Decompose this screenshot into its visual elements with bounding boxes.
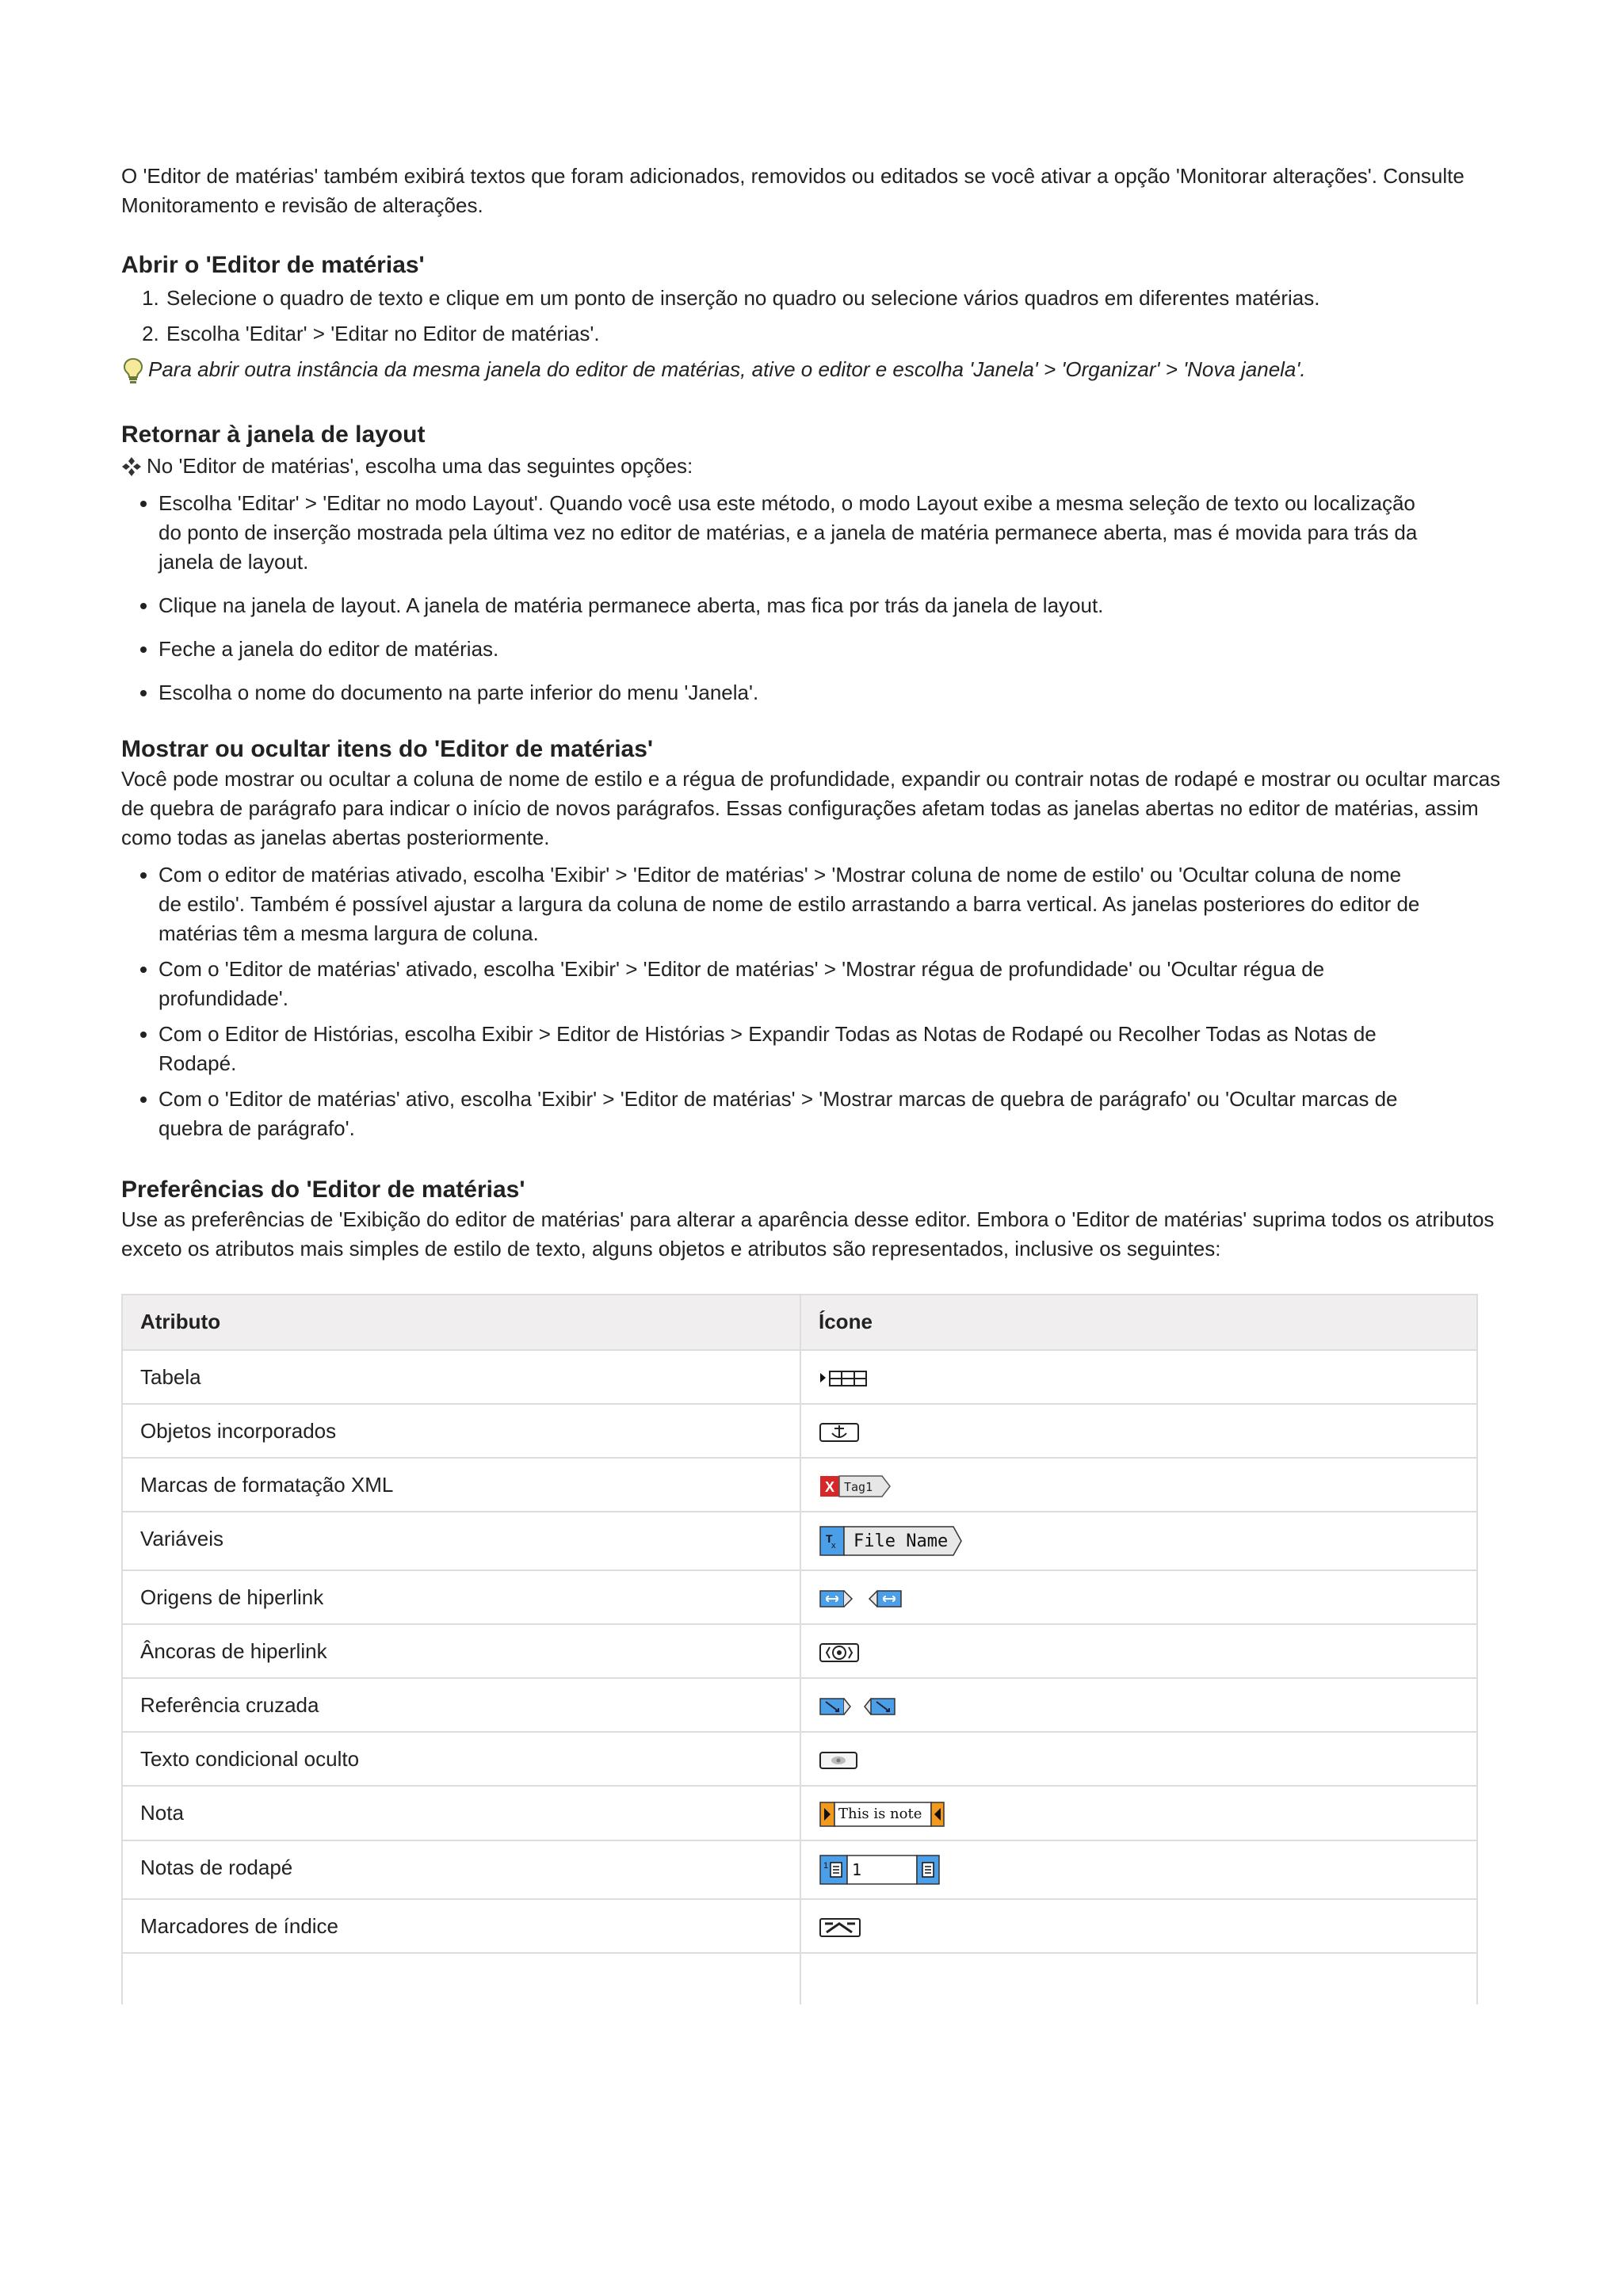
section-title: Retornar à janela de layout <box>121 421 426 448</box>
table-header-row <box>122 1295 1477 1350</box>
list-item: • Com o Editor de Histórias, escolha Exibir > Editor de Histórias > Expandir Todas as Notas de Rodapé ou Recolher Todas as Notas de Rodapé. <box>158 1020 1426 1078</box>
xml-tag-icon <box>819 1474 893 1499</box>
attributes-table <box>121 1294 1478 2004</box>
svg-text:X: X <box>824 1479 835 1496</box>
section-preferences <box>121 1175 1524 2004</box>
attribute-cell: Marcadores de índice <box>122 1899 800 1953</box>
step-lead-text: No 'Editor de matérias', escolha uma das seguintes opções: <box>147 454 693 478</box>
svg-text:T: T <box>826 1532 833 1545</box>
steps-list <box>121 284 1524 349</box>
table-row <box>122 1678 1477 1732</box>
icon-cell <box>800 1512 1477 1570</box>
step-item: 1. Selecione o quadro de texto e clique em um ponto de inserção no quadro ou selecione vários quadros em diferentes matérias. <box>165 284 1426 313</box>
section-title: Preferências do 'Editor de matérias' <box>121 1177 525 1203</box>
attribute-cell <box>122 1953 800 2004</box>
attribute-cell: Tabela <box>122 1350 800 1404</box>
list-item: • Com o 'Editor de matérias' ativo, escolha 'Exibir' > 'Editor de matérias' > 'Mostrar marcas de quebra de parágrafo' ou 'Ocultar marcas de quebra de parágrafo'. <box>158 1085 1426 1143</box>
step-lead <box>121 452 1524 481</box>
table-row <box>122 1350 1477 1404</box>
attribute-cell: Âncoras de hiperlink <box>122 1624 800 1678</box>
table-row <box>122 1404 1477 1458</box>
list-item: • Escolha o nome do documento na parte inferior do menu 'Janela'. <box>158 678 1426 707</box>
list-item: • Feche a janela do editor de matérias. <box>158 635 1426 664</box>
table-row <box>122 1732 1477 1786</box>
note-icon <box>819 1800 945 1829</box>
svg-text:This is note: This is note <box>838 1806 922 1823</box>
attribute-cell: Origens de hiperlink <box>122 1570 800 1624</box>
attribute-cell: Notas de rodapé <box>122 1840 800 1899</box>
table-row-empty <box>122 1953 1477 2004</box>
icon-cell <box>800 1953 1477 2004</box>
tip-note <box>121 355 1524 385</box>
options-list <box>121 489 1524 707</box>
icon-cell <box>800 1899 1477 1953</box>
section-show-hide <box>121 734 1524 1143</box>
section-body: Use as preferências de 'Exibição do editor de matérias' para alterar a aparência desse editor. Embora o 'Editor de matérias' suprima todos os atributos exceto os atributos mais simples de estilo de texto, alguns objetos e atributos são representados, inclusive os seguintes: <box>121 1207 1495 1261</box>
variable-icon <box>819 1524 964 1558</box>
table-row <box>122 1624 1477 1678</box>
svg-text:Tag1: Tag1 <box>844 1480 873 1495</box>
icon-cell <box>800 1678 1477 1732</box>
icon-cell <box>800 1458 1477 1512</box>
list-item: • Clique na janela de layout. A janela de matéria permanece aberta, mas fica por trás da janela de layout. <box>158 591 1426 620</box>
attribute-cell: Nota <box>122 1786 800 1840</box>
column-header: Atributo <box>122 1295 800 1350</box>
list-item: • Com o editor de matérias ativado, escolha 'Exibir' > 'Editor de matérias' > 'Mostrar coluna de nome de estilo' ou 'Ocultar coluna de nome de estilo'. Também é possível ajustar a largura da coluna de nome de estilo arrastando a barra vertical. As janelas posteriores do editor de matérias têm a mesma largura de coluna. <box>158 860 1426 948</box>
table-row <box>122 1458 1477 1512</box>
tip-text: Para abrir outra instância da mesma janela do editor de matérias, ative o editor e escolha 'Janela' > 'Organizar' > 'Nova janela'. <box>148 357 1306 381</box>
hyperlink-source-icon <box>819 1587 904 1611</box>
icon-cell <box>800 1840 1477 1899</box>
table-icon <box>819 1367 869 1390</box>
icon-cell <box>800 1732 1477 1786</box>
section-title: Mostrar ou ocultar itens do 'Editor de matérias' <box>121 736 654 762</box>
section-return-layout <box>121 420 1524 707</box>
table-row <box>122 1570 1477 1624</box>
page-content <box>121 162 1524 2004</box>
section-title: Abrir o 'Editor de matérias' <box>121 252 425 278</box>
icon-cell <box>800 1786 1477 1840</box>
svg-text:1: 1 <box>852 1860 862 1880</box>
attribute-cell: Referência cruzada <box>122 1678 800 1732</box>
step-diamond-icon <box>121 456 142 477</box>
table-row <box>122 1899 1477 1953</box>
icon-cell <box>800 1624 1477 1678</box>
cross-reference-icon <box>819 1695 898 1718</box>
footnote-icon <box>819 1852 942 1887</box>
step-item: 2. Escolha 'Editar' > 'Editar no Editor de matérias'. <box>165 319 1426 349</box>
list-item: • Com o 'Editor de matérias' ativado, escolha 'Exibir' > 'Editor de matérias' > 'Mostrar régua de profundidade' ou 'Ocultar régua de profundidade'. <box>158 955 1426 1013</box>
attribute-cell: Texto condicional oculto <box>122 1732 800 1786</box>
table-row <box>122 1786 1477 1840</box>
index-marker-icon <box>819 1916 863 1939</box>
hyperlink-anchor-icon <box>819 1641 861 1665</box>
options-list <box>121 860 1524 1143</box>
attribute-cell: Marcas de formatação XML <box>122 1458 800 1512</box>
svg-text:1: 1 <box>823 1861 829 1871</box>
section-body: Você pode mostrar ou ocultar a coluna de nome de estilo e a régua de profundidade, expandir ou contrair notas de rodapé e mostrar ou ocultar marcas de quebra de parágrafo para indicar o início de novos parágrafos. Essas configurações afetam todas as janelas abertas no editor de matérias, assim como todas as janelas abertas posteriormente. <box>121 767 1501 849</box>
table-row <box>122 1840 1477 1899</box>
lightbulb-icon <box>121 357 145 385</box>
svg-text:x: x <box>831 1541 836 1550</box>
icon-cell <box>800 1404 1477 1458</box>
attribute-cell: Objetos incorporados <box>122 1404 800 1458</box>
list-item: • Escolha 'Editar' > 'Editar no modo Layout'. Quando você usa este método, o modo Layout exibe a mesma seleção de texto ou localização do ponto de inserção mostrada pela última vez no editor de matérias, e a janela de matéria permanece aberta, mas é movida para trás da janela de layout. <box>158 489 1426 577</box>
icon-cell <box>800 1570 1477 1624</box>
intro-paragraph: O 'Editor de matérias' também exibirá textos que foram adicionados, removidos ou editados se você ativar a opção 'Monitorar alterações'. Consulte Monitoramento e revisão de alterações. <box>121 164 1465 217</box>
hidden-condition-icon <box>819 1749 860 1772</box>
attribute-cell: Variáveis <box>122 1512 800 1570</box>
anchor-icon <box>819 1421 861 1444</box>
svg-text:File Name: File Name <box>854 1531 949 1551</box>
column-header: Ícone <box>800 1295 1477 1350</box>
icon-cell <box>800 1350 1477 1404</box>
section-open-editor <box>121 250 1524 385</box>
table-row <box>122 1512 1477 1570</box>
